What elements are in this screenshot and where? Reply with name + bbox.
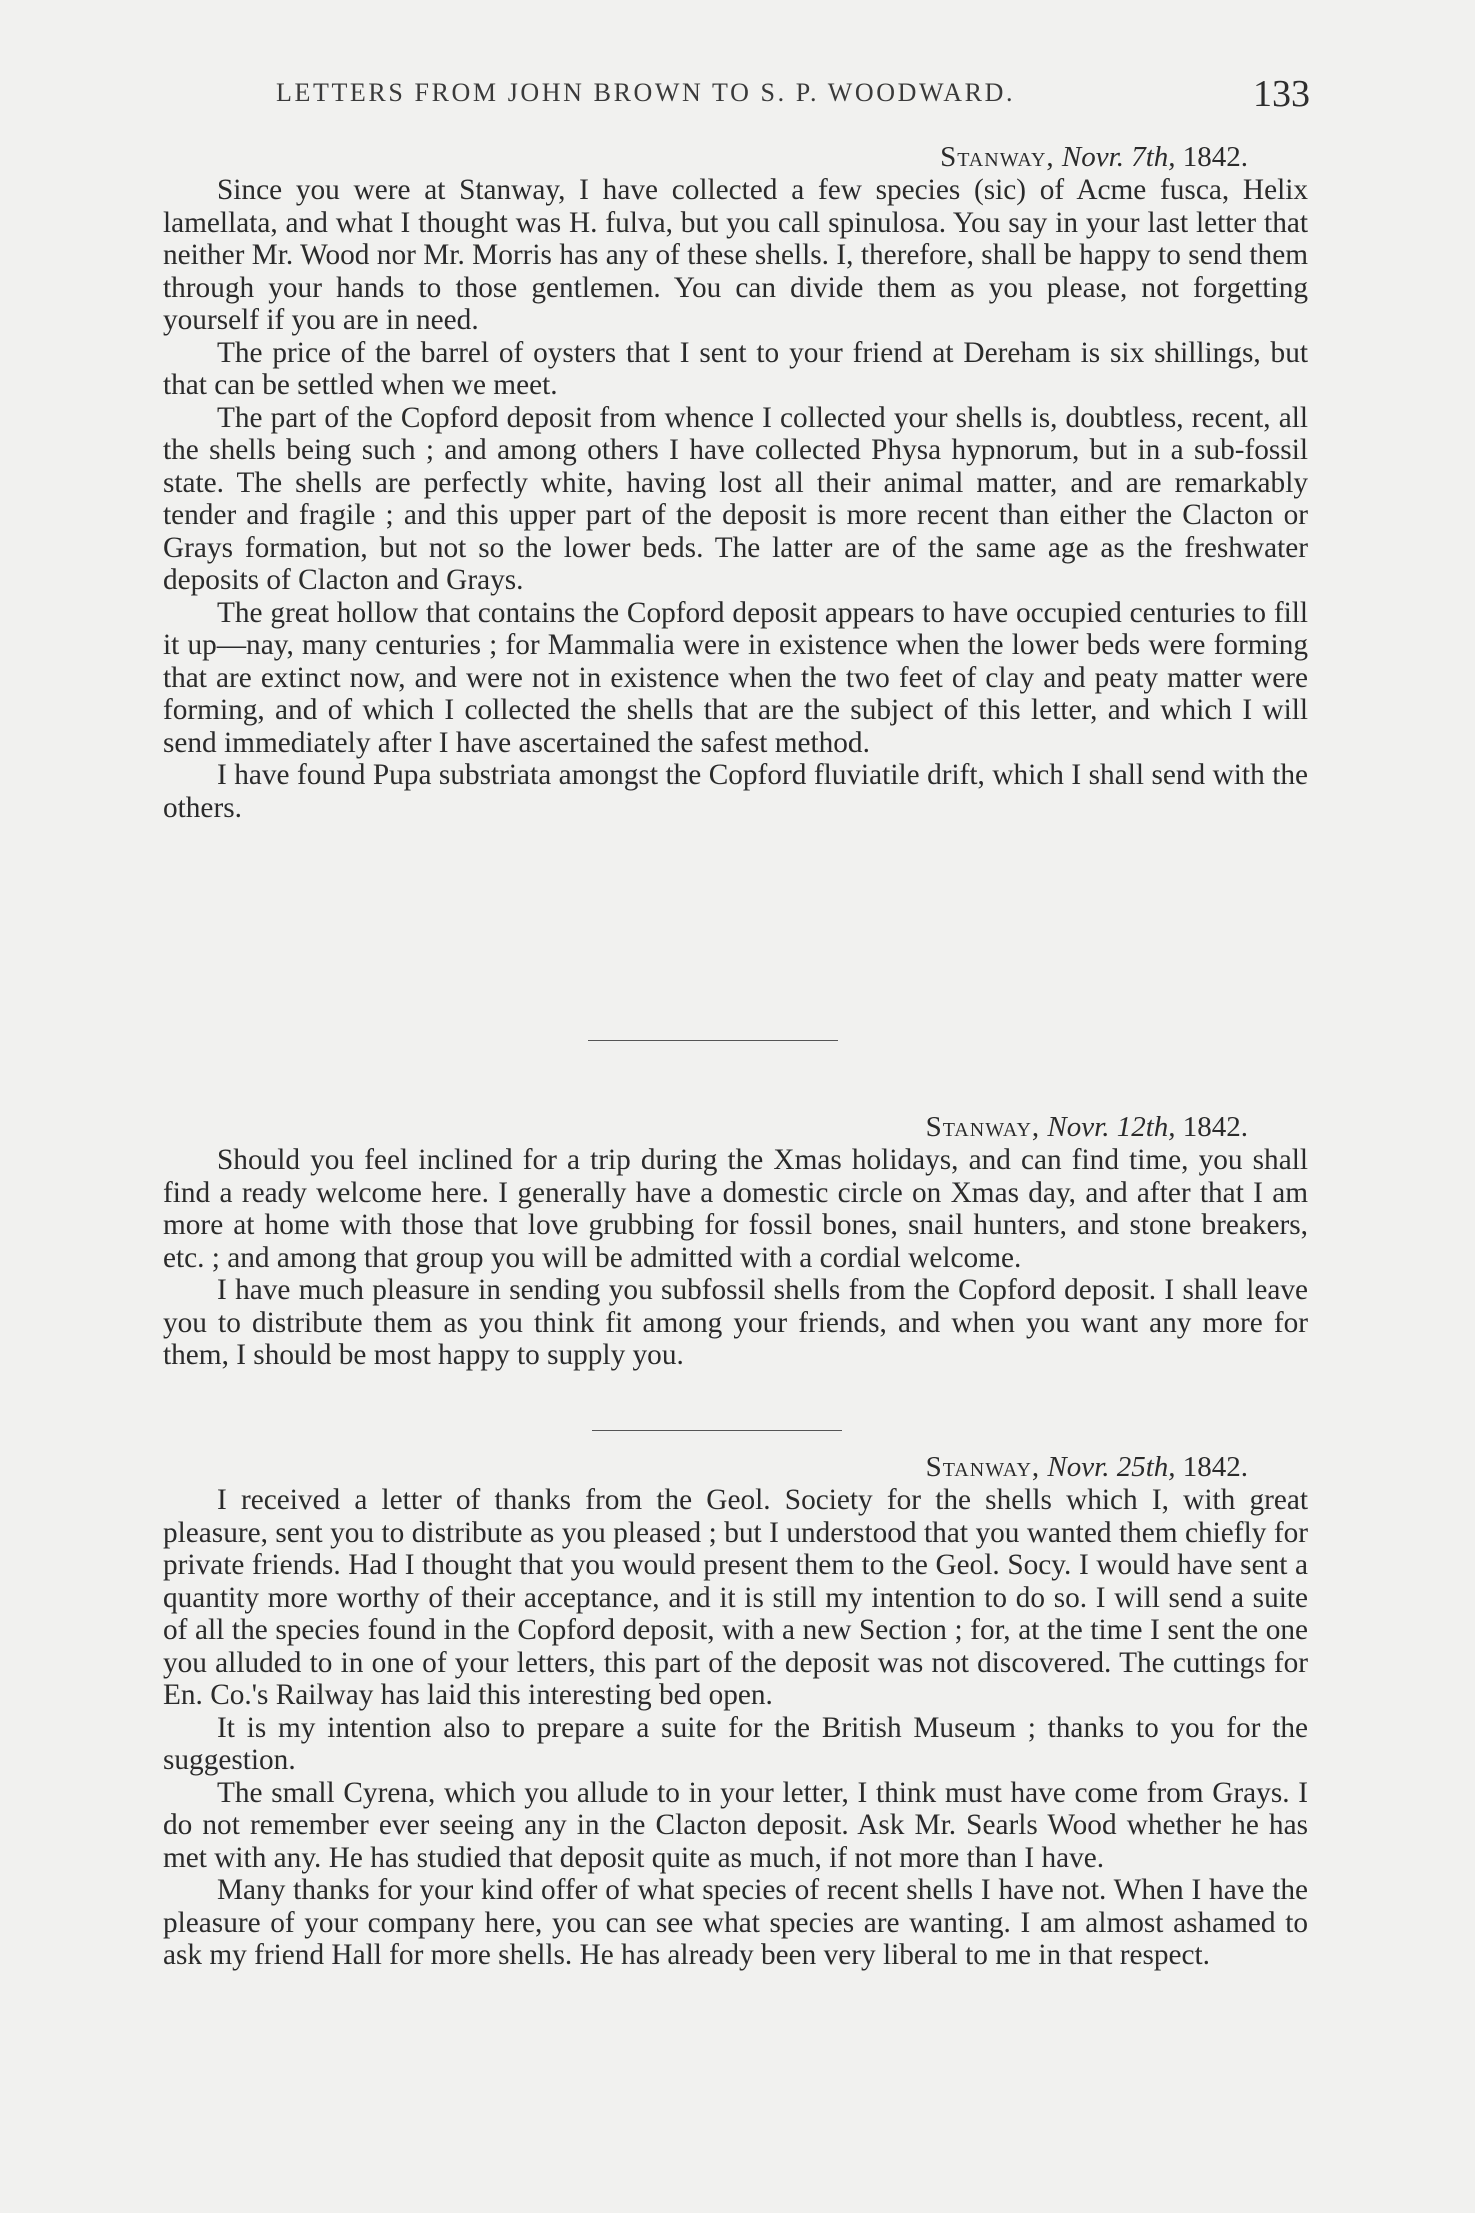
paragraph: Since you were at Stanway, I have collected a few species (sic) of Acme fusca, Helix lamellata, and what I thought was H. fulva, but you call spinulosa. You say in your last letter that neither Mr. Wood nor Mr. Morris has any of these shells. I, therefore, shall be happy to send them through your hands to those gentlemen. You can divide them as you please, not forgetting yourself if you are in need. xyxy=(163,174,1308,336)
paragraph: I received a letter of thanks from the Geol. Society for the shells which I, with great pleasure, sent you to distribute as you pleased ; but I understood that you wanted them chiefly for private friends. Had I thought that you would present them to the Geol. Socy. I would have sent a quantity more worthy of their acceptance, and it is still my intention to do so. I will send a suite of all the species found in the Copford deposit, with a new Section ; for, at the time I sent the one you alluded to in one of your letters, this part of the deposit was not discovered. The cuttings for En. Co.'s Railway has laid this interesting bed open. xyxy=(163,1484,1308,1711)
paragraph: Should you feel inclined for a trip during the Xmas holidays, and can find time, you shall find a ready welcome here. I generally have a domestic circle on Xmas day, and after that I am more at home with those that love grubbing for fossil bones, snail hunters, and stone breakers, etc. ; and among that group you will be admitted with a cordial welcome. xyxy=(163,1144,1308,1274)
letter-dateline xyxy=(163,1450,1308,1484)
dateline-date: Novr. 7th, xyxy=(1061,141,1176,173)
section-divider xyxy=(588,1040,838,1041)
letter-nov-12 xyxy=(163,1110,1308,1372)
paragraph: It is my intention also to prepare a suite for the British Museum ; thanks to you for the suggestion. xyxy=(163,1711,1308,1776)
page-number: 133 xyxy=(1253,73,1310,115)
dateline-date: Novr. 12th, xyxy=(1047,1111,1176,1143)
dateline-year: 1842. xyxy=(1182,1451,1248,1483)
paragraph: I have found Pupa substriata amongst the Copford fluviatile drift, which I shall send with the others. xyxy=(163,759,1308,824)
running-title: LETTERS FROM JOHN BROWN TO S. P. WOODWARD. xyxy=(276,78,1016,107)
letter-dateline xyxy=(163,1110,1308,1144)
paragraph: The small Cyrena, which you allude to in your letter, I think must have come from Grays. I do not remember ever seeing any in the Clacton deposit. Ask Mr. Searls Wood whether he has met with any. He has studied that deposit quite as much, if not more than I have. xyxy=(163,1776,1308,1874)
running-head xyxy=(0,72,1475,122)
dateline-place: Stanway, xyxy=(925,1111,1041,1143)
dateline-date: Novr. 25th, xyxy=(1047,1451,1176,1483)
paragraph: The price of the barrel of oysters that I sent to your friend at Dereham is six shillings, but that can be settled when we meet. xyxy=(163,336,1308,401)
paragraph: The part of the Copford deposit from whence I collected your shells is, doubtless, recent, all the shells being such ; and among others I have collected Physa hypnorum, but in a sub-fossil state. The shells are perfectly white, having lost all their animal matter, and are remarkably tender and fragile ; and this upper part of the deposit is more recent than either the Clacton or Grays formation, but not so the lower beds. The latter are of the same age as the freshwater deposits of Clacton and Grays. xyxy=(163,401,1308,596)
section-divider xyxy=(592,1430,842,1431)
paragraph: Many thanks for your kind offer of what species of recent shells I have not. When I have the pleasure of your company here, you can see what species are wanting. I am almost ashamed to ask my friend Hall for more shells. He has already been very liberal to me in that respect. xyxy=(163,1874,1308,1971)
dateline-place: Stanway, xyxy=(925,1451,1041,1483)
dateline-place: Stanway, xyxy=(940,141,1055,173)
paragraph: I have much pleasure in sending you subfossil shells from the Copford deposit. I shall leave you to distribute them as you think fit among your friends, and when you want any more for them, I should be most happy to supply you. xyxy=(163,1274,1308,1371)
dateline-year: 1842. xyxy=(1182,141,1248,173)
dateline-year: 1842. xyxy=(1182,1111,1248,1143)
letter-nov-7 xyxy=(163,140,1308,824)
paragraph: The great hollow that contains the Copford deposit appears to have occupied centuries to fill it up—nay, many centuries ; for Mammalia were in existence when the lower beds were forming that are extinct now, and were not in existence when the two feet of clay and peaty matter were forming, and of which I collected the shells that are the subject of this letter, and which I will send immediately after I have ascertained the safest method. xyxy=(163,596,1308,759)
letter-dateline xyxy=(163,140,1308,174)
letter-nov-25 xyxy=(163,1450,1308,1972)
